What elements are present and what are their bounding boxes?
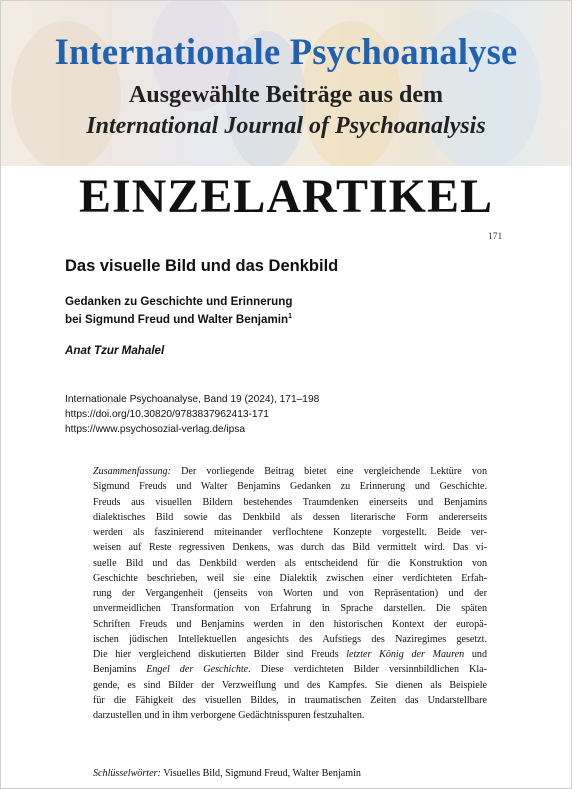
journal-banner [1, 1, 571, 166]
journal-subtitle: Ausgewählte Beiträge aus dem [129, 82, 443, 108]
abstract-line: Schriften Freuds und Benjamins werden in den historischen Kontext der europä- [93, 618, 487, 630]
author-name: Anat Tzur Mahalel [65, 344, 165, 357]
abstract-text: Die hier vergleichend diskutierten Bilder sind Freuds [93, 649, 347, 660]
article-subtitle [65, 294, 465, 327]
abstract-line: Freuds aus visuellen Bildern bestehendes Traumdenken einerseits und Benjamins [93, 496, 487, 508]
article-subtitle-line: Gedanken zu Geschichte und Erinnerung [65, 295, 293, 308]
article-subtitle-line [65, 309, 465, 327]
abstract-line: Sigmund Freuds und Walter Benjamins Gedanken zu Erinnerung und Geschichte. [93, 481, 487, 493]
citation-info [65, 392, 319, 437]
abstract-line [93, 464, 487, 479]
abstract-line: werden als faszinierend miteinander verflochtene Konzepte vorgestellt. Beide ver- [93, 527, 487, 538]
abstract-line [93, 662, 487, 677]
abstract-text: Der vorliegende Beitrag bietet eine vergleichende Lektüre von [170, 466, 487, 477]
abstract-line: suelle Bild und das Denkbild werden als entscheidend für die Konstruktion von [93, 557, 487, 569]
abstract [93, 464, 487, 723]
abstract-text: und [464, 649, 488, 660]
footnote-mark: 1 [288, 313, 292, 320]
article-subtitle-text: bei Sigmund Freud und Walter Benjamin [65, 312, 289, 326]
abstract-line: ischen jüdischen Intellektuellen angesichts des Aufstiegs des Naziregimes gesetzt. [93, 633, 487, 645]
journal-title: Internationale Psychoanalyse [54, 31, 518, 72]
abstract-line [93, 647, 487, 662]
abstract-line: dialektisches Bild sowie das Denkbild als dessen literarische Form andererseits [93, 511, 487, 523]
abstract-text: . Diese verdichteten Bilder versinnbildlichen Kla- [248, 664, 488, 676]
section-heading: EINZELARTIKEL [78, 170, 494, 223]
abstract-label: Zusammenfassung: [93, 466, 171, 477]
abstract-line: weisen auf Reste regressiven Denkens, was durch das Bild vermittelt wird. Das vi- [93, 542, 487, 554]
keywords-label: Schlüsselwörter: [93, 768, 161, 779]
abstract-emphasis: Engel der Geschichte [146, 664, 249, 676]
abstract-emphasis: letzter König der Mauren [346, 649, 465, 660]
keywords [93, 768, 361, 779]
article-title: Das visuelle Bild und das Denkbild [65, 257, 339, 275]
keywords-text: Visuelles Bild, Sigmund Freud, Walter Benjamin [160, 768, 361, 779]
publisher-link[interactable]: https://www.psychosozial-verlag.de/ipsa [65, 424, 246, 435]
abstract-line: Geschichte beschrieben, weil sie eine Dialektik zwischen einer verdichteten Erfah- [93, 572, 487, 584]
abstract-line: darzustellen und in ihm verborgene Gedächtnisspuren festzuhalten. [93, 710, 365, 721]
abstract-line: gende, es sind Bilder der Verzweiflung und des Kampfes. Sie dienen als Beispiele [93, 679, 487, 691]
abstract-line: rung der Vergangenheit (jenseits von Worten und von Repräsentation) und der [93, 588, 487, 599]
abstract-line: für die Fähigkeit des visuellen Bildes, in traumatischen Zeiten das Undarstellbare [93, 694, 487, 706]
journal-subtitle-italic: International Journal of Psychoanalysis [86, 113, 486, 139]
page-number: 171 [488, 232, 503, 242]
doi-link[interactable]: https://doi.org/10.30820/9783837962413-171 [65, 409, 269, 420]
abstract-text: Benjamins [93, 664, 147, 676]
journal-citation: Internationale Psychoanalyse, Band 19 (2024), 171–198 [65, 394, 320, 405]
abstract-line: unvermeidlichen Transformation von Erfahrung in Sprache darstellen. Die späten [93, 603, 487, 615]
